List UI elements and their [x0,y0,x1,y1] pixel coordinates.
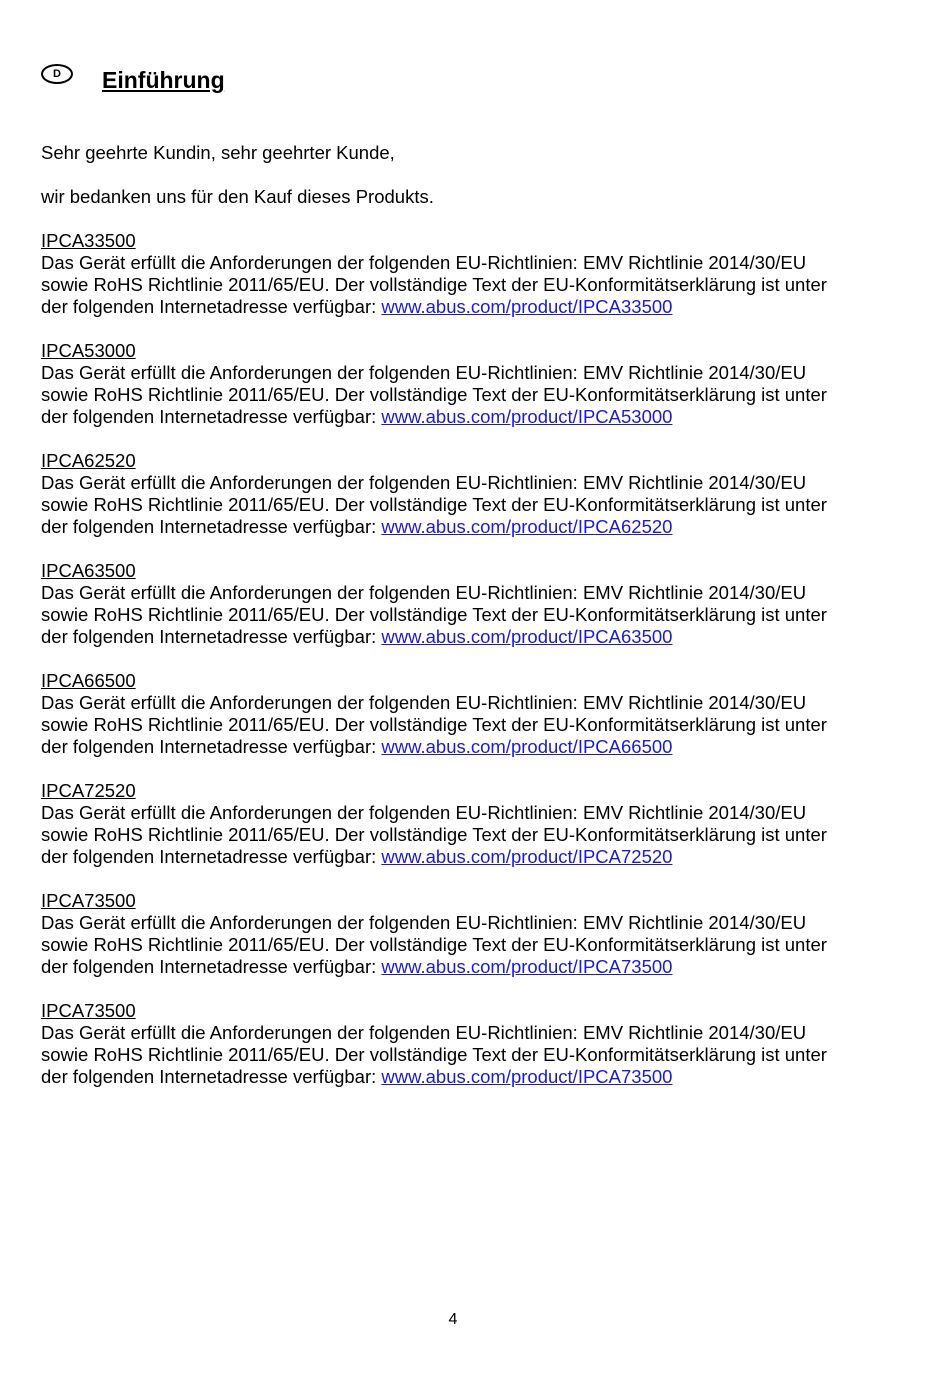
compliance-line: sowie RoHS Richtlinie 2011/65/EU. Der vollständige Text der EU-Konformitätserklärung ist unter [41,384,827,405]
thanks-text: wir bedanken uns für den Kauf dieses Produkts. [41,186,434,207]
compliance-line: Das Gerät erfüllt die Anforderungen der folgenden EU-Richtlinien: EMV Richtlinie 2014/30/EU [41,582,807,603]
product-block [41,560,871,648]
product-code: IPCA62520 [41,450,136,471]
compliance-line [41,406,871,428]
document-body [41,142,871,1110]
compliance-line: sowie RoHS Richtlinie 2011/65/EU. Der vollständige Text der EU-Konformitätserklärung ist unter [41,824,827,845]
product-link[interactable]: www.abus.com/product/IPCA62520 [381,516,673,537]
product-block [41,340,871,428]
compliance-line [41,846,871,868]
compliance-line [41,956,871,978]
product-link[interactable]: www.abus.com/product/IPCA53000 [381,406,673,427]
compliance-line: sowie RoHS Richtlinie 2011/65/EU. Der vollständige Text der EU-Konformitätserklärung ist unter [41,1044,827,1065]
compliance-line-prefix: der folgenden Internetadresse verfügbar: [41,296,382,317]
product-code: IPCA63500 [41,560,136,581]
compliance-line-prefix: der folgenden Internetadresse verfügbar: [41,406,382,427]
product-block [41,230,871,318]
product-code: IPCA53000 [41,340,136,361]
compliance-line-prefix: der folgenden Internetadresse verfügbar: [41,956,382,977]
compliance-line: Das Gerät erfüllt die Anforderungen der folgenden EU-Richtlinien: EMV Richtlinie 2014/30/EU [41,1022,807,1043]
compliance-line: Das Gerät erfüllt die Anforderungen der folgenden EU-Richtlinien: EMV Richtlinie 2014/30/EU [41,802,807,823]
product-code: IPCA66500 [41,670,136,691]
product-link[interactable]: www.abus.com/product/IPCA73500 [381,1066,673,1087]
compliance-line: Das Gerät erfüllt die Anforderungen der folgenden EU-Richtlinien: EMV Richtlinie 2014/30/EU [41,362,807,383]
product-block [41,890,871,978]
compliance-line-prefix: der folgenden Internetadresse verfügbar: [41,1066,382,1087]
compliance-line: Das Gerät erfüllt die Anforderungen der folgenden EU-Richtlinien: EMV Richtlinie 2014/30/EU [41,252,807,273]
product-code: IPCA33500 [41,230,136,251]
compliance-line: sowie RoHS Richtlinie 2011/65/EU. Der vollständige Text der EU-Konformitätserklärung ist unter [41,274,827,295]
compliance-line: Das Gerät erfüllt die Anforderungen der folgenden EU-Richtlinien: EMV Richtlinie 2014/30/EU [41,472,807,493]
language-badge-icon: D [41,64,73,84]
compliance-line [41,626,871,648]
product-code: IPCA73500 [41,890,136,911]
compliance-line-prefix: der folgenden Internetadresse verfügbar: [41,626,382,647]
page-title: Einführung [102,67,225,93]
product-link[interactable]: www.abus.com/product/IPCA66500 [381,736,673,757]
product-link[interactable]: www.abus.com/product/IPCA33500 [381,296,673,317]
compliance-line: Das Gerät erfüllt die Anforderungen der folgenden EU-Richtlinien: EMV Richtlinie 2014/30/EU [41,912,807,933]
product-block [41,450,871,538]
compliance-line-prefix: der folgenden Internetadresse verfügbar: [41,736,382,757]
product-link[interactable]: www.abus.com/product/IPCA73500 [381,956,673,977]
compliance-line: Das Gerät erfüllt die Anforderungen der folgenden EU-Richtlinien: EMV Richtlinie 2014/30/EU [41,692,807,713]
compliance-line [41,736,871,758]
product-block [41,670,871,758]
compliance-line: sowie RoHS Richtlinie 2011/65/EU. Der vollständige Text der EU-Konformitätserklärung ist unter [41,494,827,515]
compliance-line [41,516,871,538]
compliance-line: sowie RoHS Richtlinie 2011/65/EU. Der vollständige Text der EU-Konformitätserklärung ist unter [41,604,827,625]
product-link[interactable]: www.abus.com/product/IPCA63500 [381,626,673,647]
compliance-line: sowie RoHS Richtlinie 2011/65/EU. Der vollständige Text der EU-Konformitätserklärung ist unter [41,714,827,735]
compliance-line: sowie RoHS Richtlinie 2011/65/EU. Der vollständige Text der EU-Konformitätserklärung ist unter [41,934,827,955]
compliance-line [41,296,871,318]
product-code: IPCA72520 [41,780,136,801]
product-link[interactable]: www.abus.com/product/IPCA72520 [381,846,673,867]
compliance-line [41,1066,871,1088]
product-block [41,1000,871,1088]
compliance-line-prefix: der folgenden Internetadresse verfügbar: [41,516,382,537]
salutation: Sehr geehrte Kundin, sehr geehrter Kunde, [41,142,395,163]
compliance-line-prefix: der folgenden Internetadresse verfügbar: [41,846,382,867]
page-number: 4 [448,1311,458,1328]
product-code: IPCA73500 [41,1000,136,1021]
product-block [41,780,871,868]
